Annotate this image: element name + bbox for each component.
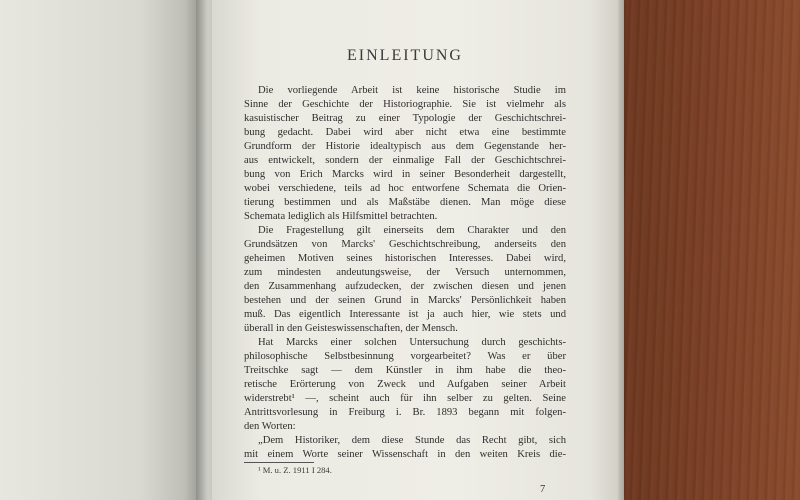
page-edge bbox=[618, 0, 624, 500]
text-line: Hat Marcks einer solchen Untersuchung durch geschichts- bbox=[258, 337, 566, 348]
text-line: zum mindesten andeutungsweise, der Versuch unternommen, bbox=[244, 267, 566, 278]
text-line: Die Fragestellung gilt einerseits dem Charakter und den bbox=[258, 225, 566, 236]
text-line: geheimen Motiven seines historischen Interesses. Dabei wird, bbox=[244, 253, 566, 264]
text-line: wobei verschiedene, teils ad hoc entworfene Schemata die Orien- bbox=[244, 183, 566, 194]
left-book-page bbox=[0, 0, 200, 500]
text-line: Antrittsvorlesung in Freiburg i. Br. 1893 begann mit folgen- bbox=[244, 407, 566, 418]
text-line: Grundform der Historie idealtypisch aus dem Gegenstande her- bbox=[244, 141, 566, 152]
wood-grain bbox=[620, 0, 800, 500]
text-line: Treitschke sagt — dem Künstler in ihm habe die theo- bbox=[244, 365, 566, 376]
chapter-heading: EINLEITUNG bbox=[347, 47, 463, 64]
footnote-rule bbox=[244, 462, 314, 463]
page-text-block bbox=[244, 0, 566, 500]
text-line: Sinne der Geschichte der Historiographie. Sie ist vielmehr als bbox=[244, 99, 566, 110]
text-line: muß. Das eigentlich Interessante ist ja auch hier, wie stets und bbox=[244, 309, 566, 320]
text-line: bung von Erich Marcks wird in seiner Besonderheit dargestellt, bbox=[244, 169, 566, 180]
footnote: ¹ M. u. Z. 1911 I 284. bbox=[258, 465, 332, 475]
text-line: bung gedacht. Dabei wird aber nicht etwa eine bestimmte bbox=[244, 127, 566, 138]
text-line: aus entwickelt, sondern der einmalige Fall der Geschichtschrei- bbox=[244, 155, 566, 166]
text-line: den Worten: bbox=[244, 421, 296, 432]
text-line: retische Erörterung von Zweck und Aufgaben seiner Arbeit bbox=[244, 379, 566, 390]
text-line: kasuistischer Beitrag zu einer Typologie der Geschichtschrei- bbox=[244, 113, 566, 124]
text-line: den Zusammenhang aufzudecken, der zwischen diesen und jenen bbox=[244, 281, 566, 292]
text-line: widerstrebt¹ —, scheint auch für ihn selber zu gelten. Seine bbox=[244, 393, 566, 404]
page-number: 7 bbox=[540, 484, 546, 495]
text-line: Grundsätzen von Marcks' Geschichtschreibung, anderseits den bbox=[244, 239, 566, 250]
text-line: Schemata lediglich als Hilfsmittel betrachten. bbox=[244, 211, 438, 222]
text-line: Die vorliegende Arbeit ist keine historische Studie im bbox=[258, 85, 566, 96]
text-line: überall in den Geisteswissenschaften, der Mensch. bbox=[244, 323, 458, 334]
text-line: bestehen und der seinen Grund in Marcks' Persönlichkeit haben bbox=[244, 295, 566, 306]
quote-line: mit einem Worte seiner Wissenschaft in den weiten Kreis die- bbox=[244, 449, 566, 460]
quote-line: „Dem Historiker, dem diese Stunde das Recht gibt, sich bbox=[258, 435, 566, 446]
text-line: philosophische Selbstbesinnung vorgearbeitet? Was er über bbox=[244, 351, 566, 362]
text-line: tierung bestimmen und als Maßstäbe dienen. Man möge diese bbox=[244, 197, 566, 208]
